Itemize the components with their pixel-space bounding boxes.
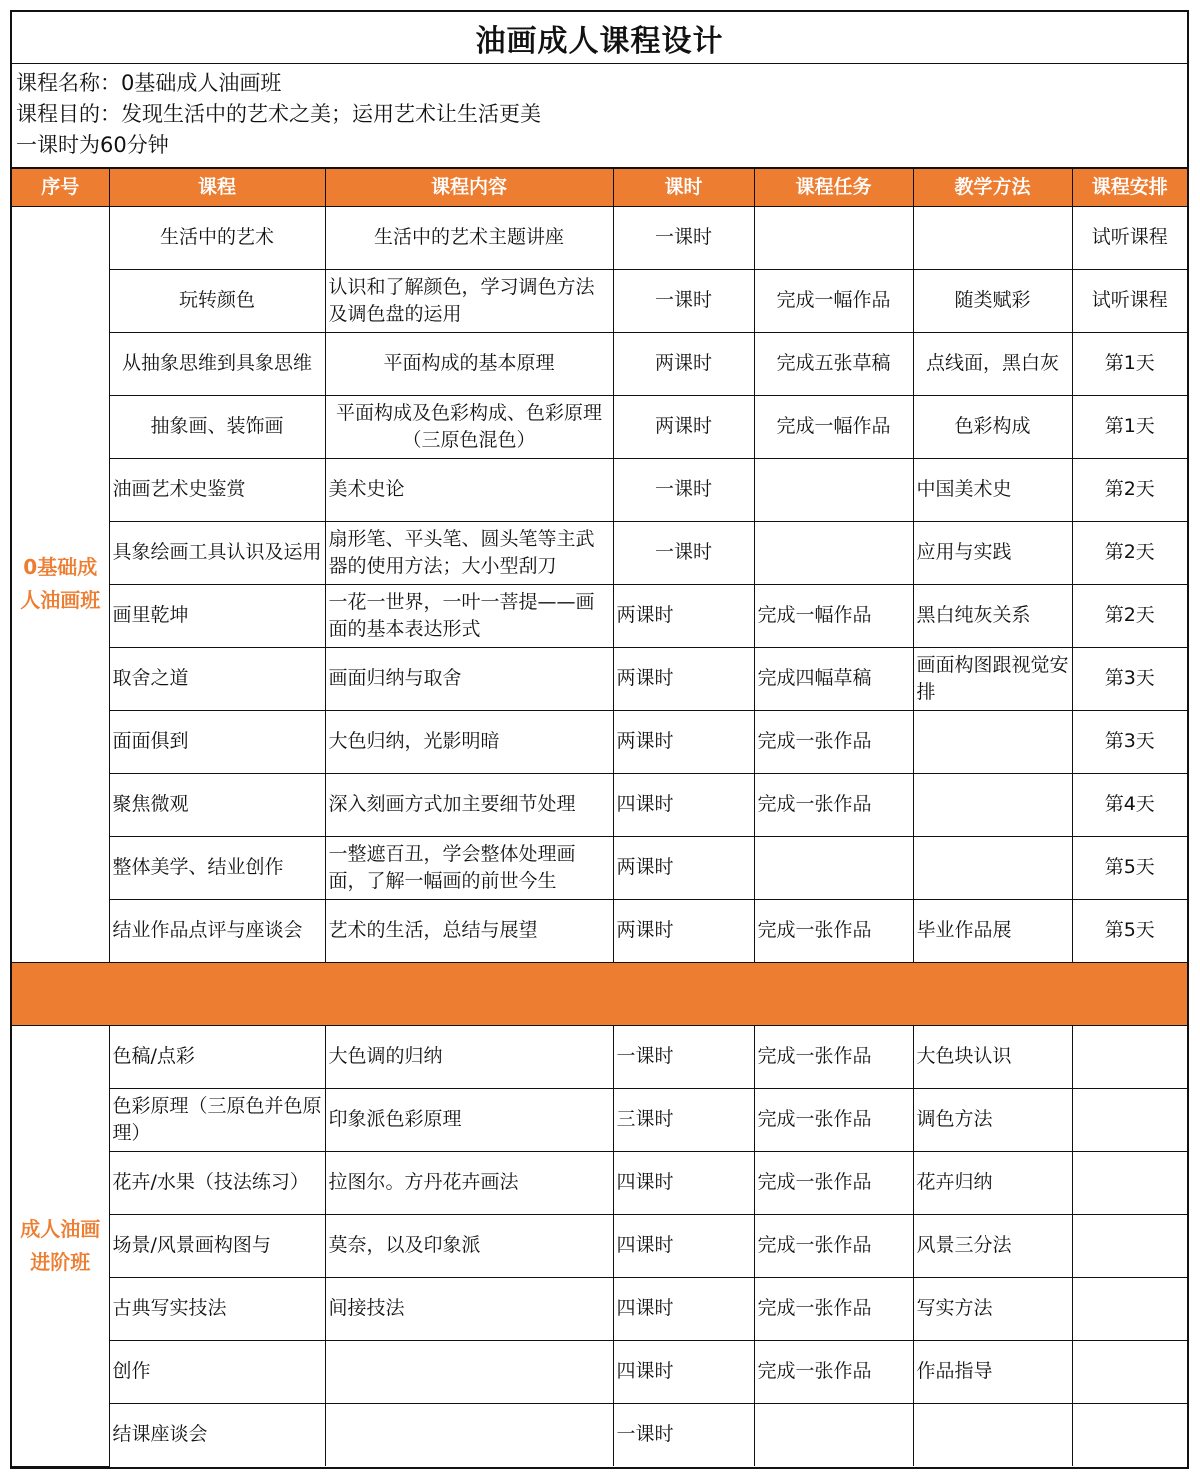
- course-schedule-cell: [1072, 1151, 1187, 1214]
- course-task-cell: [754, 1403, 913, 1466]
- course-name-cell: 面面俱到: [109, 710, 325, 773]
- course-name-cell: 油画艺术史鉴赏: [109, 458, 325, 521]
- course-name-cell: 古典写实技法: [109, 1277, 325, 1340]
- course-content-cell: 莫奈，以及印象派: [325, 1214, 613, 1277]
- table-row: [12, 836, 1187, 899]
- course-hours-cell: 四课时: [613, 1214, 754, 1277]
- course-name-cell: 画里乾坤: [109, 584, 325, 647]
- course-schedule-cell: [1072, 1277, 1187, 1340]
- course-hours-cell: 四课时: [613, 773, 754, 836]
- course-name-cell: 创作: [109, 1340, 325, 1403]
- course-content-cell: 印象派色彩原理: [325, 1088, 613, 1151]
- page-title: 油画成人课程设计: [12, 12, 1187, 64]
- course-name-cell: 生活中的艺术: [109, 206, 325, 269]
- course-name-cell: 整体美学、结业创作: [109, 836, 325, 899]
- course-content-cell: 生活中的艺术主题讲座: [325, 206, 613, 269]
- course-task-cell: 完成一张作品: [754, 1340, 913, 1403]
- teaching-method-cell: [913, 836, 1072, 899]
- course-content-cell: 画面归纳与取舍: [325, 647, 613, 710]
- teaching-method-cell: 调色方法: [913, 1088, 1072, 1151]
- course-hours-cell: 三课时: [613, 1088, 754, 1151]
- course-sheet: [10, 10, 1189, 1469]
- teaching-method-cell: 大色块认识: [913, 1025, 1072, 1088]
- table-row: [12, 521, 1187, 584]
- course-name-cell: 抽象画、装饰画: [109, 395, 325, 458]
- table-row: [12, 1151, 1187, 1214]
- course-table: [12, 169, 1187, 1467]
- course-schedule-cell: 第3天: [1072, 647, 1187, 710]
- course-task-cell: 完成一幅作品: [754, 584, 913, 647]
- table-row: [12, 458, 1187, 521]
- course-schedule-cell: 第2天: [1072, 458, 1187, 521]
- header-content: 课程内容: [325, 169, 613, 206]
- course-content-cell: 大色调的归纳: [325, 1025, 613, 1088]
- section-divider: [12, 962, 1187, 1025]
- course-name-line: 课程名称：0基础成人油画班: [16, 71, 282, 95]
- teaching-method-cell: 风景三分法: [913, 1214, 1072, 1277]
- course-hours-cell: 两课时: [613, 836, 754, 899]
- teaching-method-cell: 花卉归纳: [913, 1151, 1072, 1214]
- course-schedule-cell: 第1天: [1072, 332, 1187, 395]
- course-schedule-cell: [1072, 1340, 1187, 1403]
- course-content-cell: 艺术的生活，总结与展望: [325, 899, 613, 962]
- course-hours-cell: 两课时: [613, 332, 754, 395]
- course-task-cell: [754, 206, 913, 269]
- teaching-method-cell: 写实方法: [913, 1277, 1072, 1340]
- course-name-cell: 花卉/水果（技法练习）: [109, 1151, 325, 1214]
- header-task: 课程任务: [754, 169, 913, 206]
- teaching-method-cell: 点线面，黑白灰: [913, 332, 1072, 395]
- teaching-method-cell: 中国美术史: [913, 458, 1072, 521]
- course-name-cell: 场景/风景画构图与: [109, 1214, 325, 1277]
- header-method: 教学方法: [913, 169, 1072, 206]
- table-row: [12, 773, 1187, 836]
- teaching-method-cell: 随类赋彩: [913, 269, 1072, 332]
- course-hours-cell: 两课时: [613, 584, 754, 647]
- course-hours-cell: 一课时: [613, 521, 754, 584]
- course-hours-cell: 两课时: [613, 899, 754, 962]
- table-row: [12, 206, 1187, 269]
- course-schedule-cell: [1072, 1025, 1187, 1088]
- group-label: 0基础成人油画班: [12, 206, 109, 962]
- section-divider-row: [12, 962, 1187, 1025]
- course-task-cell: [754, 836, 913, 899]
- course-hours-cell: 四课时: [613, 1340, 754, 1403]
- course-task-cell: 完成一张作品: [754, 773, 913, 836]
- course-schedule-cell: 第2天: [1072, 521, 1187, 584]
- course-hours-cell: 四课时: [613, 1151, 754, 1214]
- course-content-cell: 平面构成的基本原理: [325, 332, 613, 395]
- course-hours-cell: 四课时: [613, 1277, 754, 1340]
- header-schedule: 课程安排: [1072, 169, 1187, 206]
- header-index: 序号: [12, 169, 109, 206]
- teaching-method-cell: 黑白纯灰关系: [913, 584, 1072, 647]
- course-name-cell: 具象绘画工具认识及运用: [109, 521, 325, 584]
- course-task-cell: 完成四幅草稿: [754, 647, 913, 710]
- course-schedule-cell: 试听课程: [1072, 206, 1187, 269]
- course-content-cell: [325, 1340, 613, 1403]
- course-schedule-cell: 第2天: [1072, 584, 1187, 647]
- table-row: [12, 1088, 1187, 1151]
- course-content-cell: 大色归纳，光影明暗: [325, 710, 613, 773]
- course-task-cell: 完成五张草稿: [754, 332, 913, 395]
- teaching-method-cell: [913, 710, 1072, 773]
- table-row: [12, 647, 1187, 710]
- table-row: [12, 1025, 1187, 1088]
- teaching-method-cell: 色彩构成: [913, 395, 1072, 458]
- course-task-cell: 完成一幅作品: [754, 395, 913, 458]
- course-content-cell: 平面构成及色彩构成、色彩原理（三原色混色）: [325, 395, 613, 458]
- table-row: [12, 1214, 1187, 1277]
- header-course: 课程: [109, 169, 325, 206]
- course-name-cell: 色彩原理（三原色并色原理）: [109, 1088, 325, 1151]
- course-task-cell: 完成一张作品: [754, 1151, 913, 1214]
- teaching-method-cell: [913, 1403, 1072, 1466]
- table-row: [12, 332, 1187, 395]
- lesson-duration-line: 一课时为60分钟: [16, 133, 169, 157]
- course-task-cell: 完成一张作品: [754, 1088, 913, 1151]
- course-info: [12, 64, 1187, 169]
- course-hours-cell: 两课时: [613, 395, 754, 458]
- table-header-row: [12, 169, 1187, 206]
- teaching-method-cell: 应用与实践: [913, 521, 1072, 584]
- table-row: [12, 584, 1187, 647]
- course-task-cell: 完成一张作品: [754, 1277, 913, 1340]
- course-hours-cell: 一课时: [613, 1403, 754, 1466]
- course-hours-cell: 一课时: [613, 1025, 754, 1088]
- course-task-cell: 完成一张作品: [754, 899, 913, 962]
- course-schedule-cell: [1072, 1214, 1187, 1277]
- course-name-cell: 色稿/点彩: [109, 1025, 325, 1088]
- course-name-cell: 结业作品点评与座谈会: [109, 899, 325, 962]
- teaching-method-cell: 毕业作品展: [913, 899, 1072, 962]
- course-content-cell: 美术史论: [325, 458, 613, 521]
- course-hours-cell: 一课时: [613, 269, 754, 332]
- table-row: [12, 1340, 1187, 1403]
- header-hours: 课时: [613, 169, 754, 206]
- course-task-cell: [754, 521, 913, 584]
- course-content-cell: [325, 1403, 613, 1466]
- course-task-cell: 完成一张作品: [754, 710, 913, 773]
- course-task-cell: 完成一张作品: [754, 1025, 913, 1088]
- course-goal-line: 课程目的：发现生活中的艺术之美；运用艺术让生活更美: [16, 102, 541, 126]
- teaching-method-cell: [913, 773, 1072, 836]
- course-content-cell: 扇形笔、平头笔、圆头笔等主武器的使用方法；大小型刮刀: [325, 521, 613, 584]
- course-content-cell: 间接技法: [325, 1277, 613, 1340]
- table-row: [12, 1277, 1187, 1340]
- course-name-cell: 玩转颜色: [109, 269, 325, 332]
- teaching-method-cell: [913, 206, 1072, 269]
- teaching-method-cell: 画面构图跟视觉安排: [913, 647, 1072, 710]
- teaching-method-cell: 作品指导: [913, 1340, 1072, 1403]
- group-label: 成人油画进阶班: [12, 1025, 109, 1466]
- table-row: [12, 710, 1187, 773]
- course-hours-cell: 两课时: [613, 710, 754, 773]
- course-content-cell: 一花一世界，一叶一菩提——画面的基本表达形式: [325, 584, 613, 647]
- course-hours-cell: 一课时: [613, 206, 754, 269]
- course-content-cell: 深入刻画方式加主要细节处理: [325, 773, 613, 836]
- table-row: [12, 899, 1187, 962]
- course-schedule-cell: [1072, 1088, 1187, 1151]
- table-row: [12, 395, 1187, 458]
- course-hours-cell: 两课时: [613, 647, 754, 710]
- table-row: [12, 269, 1187, 332]
- course-schedule-cell: 第3天: [1072, 710, 1187, 773]
- course-hours-cell: 一课时: [613, 458, 754, 521]
- course-content-cell: 认识和了解颜色，学习调色方法及调色盘的运用: [325, 269, 613, 332]
- course-content-cell: 一整遮百丑，学会整体处理画面，了解一幅画的前世今生: [325, 836, 613, 899]
- course-schedule-cell: 试听课程: [1072, 269, 1187, 332]
- course-task-cell: [754, 458, 913, 521]
- course-schedule-cell: 第4天: [1072, 773, 1187, 836]
- course-name-cell: 结课座谈会: [109, 1403, 325, 1466]
- course-name-cell: 从抽象思维到具象思维: [109, 332, 325, 395]
- course-name-cell: 聚焦微观: [109, 773, 325, 836]
- course-schedule-cell: 第5天: [1072, 899, 1187, 962]
- course-schedule-cell: 第5天: [1072, 836, 1187, 899]
- course-content-cell: 拉图尔。方丹花卉画法: [325, 1151, 613, 1214]
- course-schedule-cell: 第1天: [1072, 395, 1187, 458]
- course-task-cell: 完成一张作品: [754, 1214, 913, 1277]
- course-schedule-cell: [1072, 1403, 1187, 1466]
- table-row: [12, 1403, 1187, 1466]
- course-task-cell: 完成一幅作品: [754, 269, 913, 332]
- course-name-cell: 取舍之道: [109, 647, 325, 710]
